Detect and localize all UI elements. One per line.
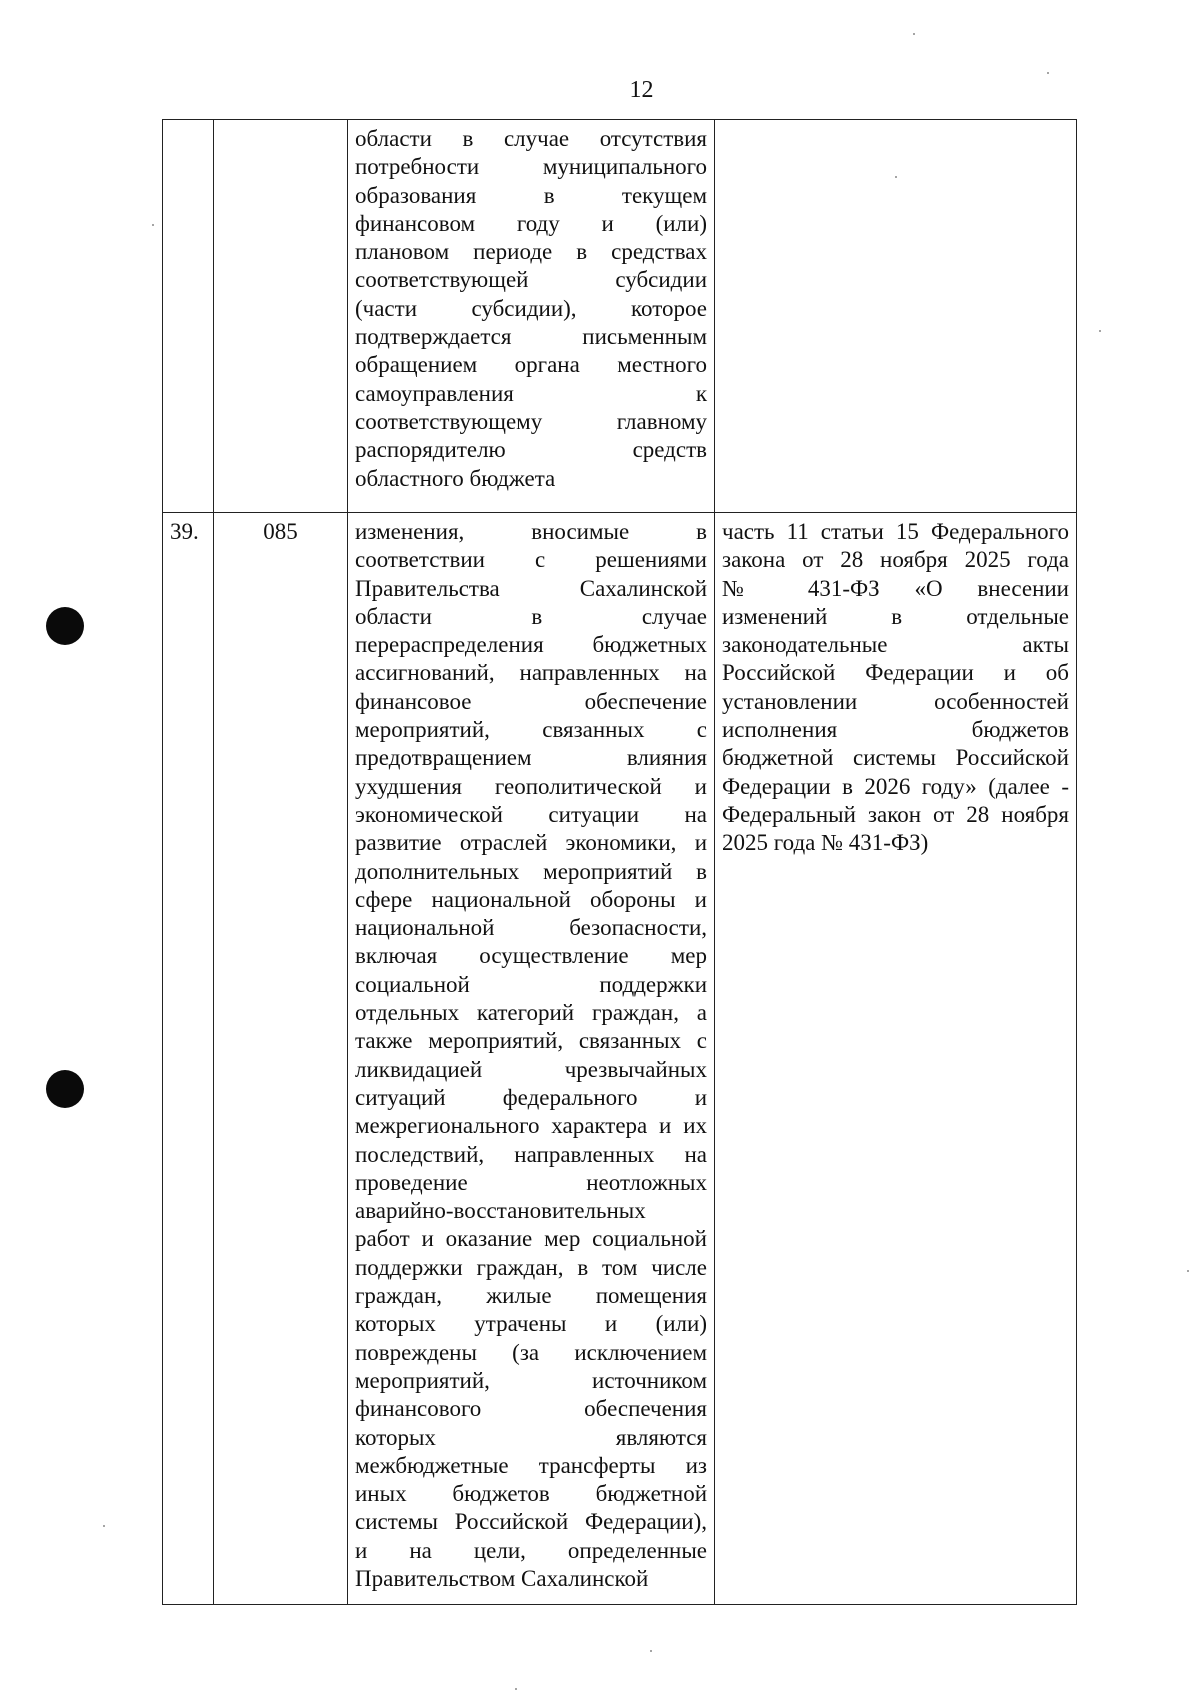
text-line: включая осуществление мер	[355, 943, 707, 969]
text-line: которых являются	[355, 1424, 707, 1450]
text-line: финансового обеспечения	[355, 1396, 707, 1422]
text-line: ситуаций федерального и	[355, 1084, 707, 1110]
text-line: граждан, жилые помещения	[355, 1283, 707, 1309]
text-line: повреждены (за исключением	[355, 1339, 707, 1365]
text-line: плановом периоде в средствах	[355, 239, 707, 265]
text-line: законодательные акты	[722, 632, 1069, 658]
text-line: и на цели, определенные	[355, 1537, 707, 1563]
text-line: развитие отраслей экономики, и	[355, 830, 707, 856]
text-line: отдельных категорий граждан, а	[355, 1000, 707, 1026]
text-line: закона от 28 ноября 2025 года	[722, 547, 1069, 573]
text-line: потребности муниципального	[355, 154, 707, 180]
text-line: Правительством Сахалинской	[355, 1565, 649, 1591]
row-number-cell	[163, 120, 214, 513]
text-line: дополнительных мероприятий в	[355, 858, 707, 884]
text-line: межрегионального характера и их	[355, 1113, 707, 1139]
text-line: системы Российской Федерации),	[355, 1509, 707, 1535]
legal-basis-text	[722, 518, 1069, 858]
text-line: Федерации в 2026 году» (далее -	[722, 773, 1069, 799]
budget-code: 085	[263, 519, 298, 544]
code-cell	[214, 513, 348, 1605]
punch-hole	[46, 1070, 84, 1108]
text-line: ассигнований, направленных на	[355, 660, 707, 686]
row-number-cell	[163, 513, 214, 1605]
text-line: работ и оказание мер социальной	[355, 1226, 707, 1252]
row-number: 39.	[170, 519, 199, 544]
text-line: области в случае	[355, 603, 707, 629]
text-line: области в случае отсутствия	[355, 126, 707, 151]
description-cell	[348, 513, 715, 1605]
text-line: распорядителю средств	[355, 437, 707, 463]
text-line: ухудшения геополитической и	[355, 773, 707, 799]
text-line: обращением органа местного	[355, 352, 707, 378]
basis-cell	[715, 513, 1077, 1605]
text-line: последствий, направленных на	[355, 1141, 707, 1167]
text-line: подтверждается письменным	[355, 324, 707, 350]
table-row-39	[163, 513, 1077, 1605]
text-line: мероприятий, связанных с	[355, 717, 707, 743]
text-line: финансовое обеспечение	[355, 688, 707, 714]
text-line: соответствующей субсидии	[355, 267, 707, 293]
punch-hole	[46, 607, 84, 645]
text-line: иных бюджетов бюджетной	[355, 1481, 707, 1507]
text-line: образования в текущем	[355, 182, 707, 208]
text-line: изменений в отдельные	[722, 603, 1069, 629]
text-line: также мероприятий, связанных с	[355, 1028, 707, 1054]
text-line: 2025 года № 431-ФЗ)	[722, 830, 929, 856]
text-line: ликвидацией чрезвычайных	[355, 1056, 707, 1082]
text-line: № 431-ФЗ «О внесении	[722, 575, 1069, 601]
page-number: 12	[629, 77, 654, 103]
text-line: изменения, вносимые в	[355, 519, 707, 544]
text-line: перераспределения бюджетных	[355, 632, 707, 658]
text-line: которых утрачены и (или)	[355, 1311, 707, 1337]
table-row-continued	[163, 120, 1077, 513]
text-line: соответствии с решениями	[355, 547, 707, 573]
text-line: межбюджетные трансферты из	[355, 1452, 707, 1478]
text-line: социальной поддержки	[355, 971, 707, 997]
description-text	[355, 125, 707, 493]
description-cell	[348, 120, 715, 513]
text-line: соответствующему главному	[355, 408, 707, 434]
budget-changes-table	[162, 119, 1077, 1605]
text-line: Правительства Сахалинской	[355, 575, 707, 601]
text-line: экономической ситуации на	[355, 801, 707, 827]
text-line: мероприятий, источником	[355, 1367, 707, 1393]
text-line: установлении особенностей	[722, 688, 1069, 714]
code-cell	[214, 120, 348, 513]
text-line: Российской Федерации и об	[722, 660, 1069, 686]
text-line: исполнения бюджетов	[722, 717, 1069, 743]
text-line: областного бюджета	[355, 465, 556, 491]
description-text	[355, 518, 707, 1593]
text-line: сфере национальной обороны и	[355, 886, 707, 912]
text-line: (части субсидии), которое	[355, 295, 707, 321]
text-line: аварийно-восстановительных	[355, 1198, 646, 1224]
text-line: национальной безопасности,	[355, 915, 707, 941]
text-line: Федеральный закон от 28 ноября	[722, 801, 1069, 827]
text-line: бюджетной системы Российской	[722, 745, 1069, 771]
text-line: часть 11 статьи 15 Федерального	[722, 519, 1069, 544]
basis-cell	[715, 120, 1077, 513]
text-line: самоуправления к	[355, 380, 707, 406]
text-line: финансовом году и (или)	[355, 210, 707, 236]
text-line: поддержки граждан, в том числе	[355, 1254, 707, 1280]
text-line: проведение неотложных	[355, 1169, 707, 1195]
text-line: предотвращением влияния	[355, 745, 707, 771]
